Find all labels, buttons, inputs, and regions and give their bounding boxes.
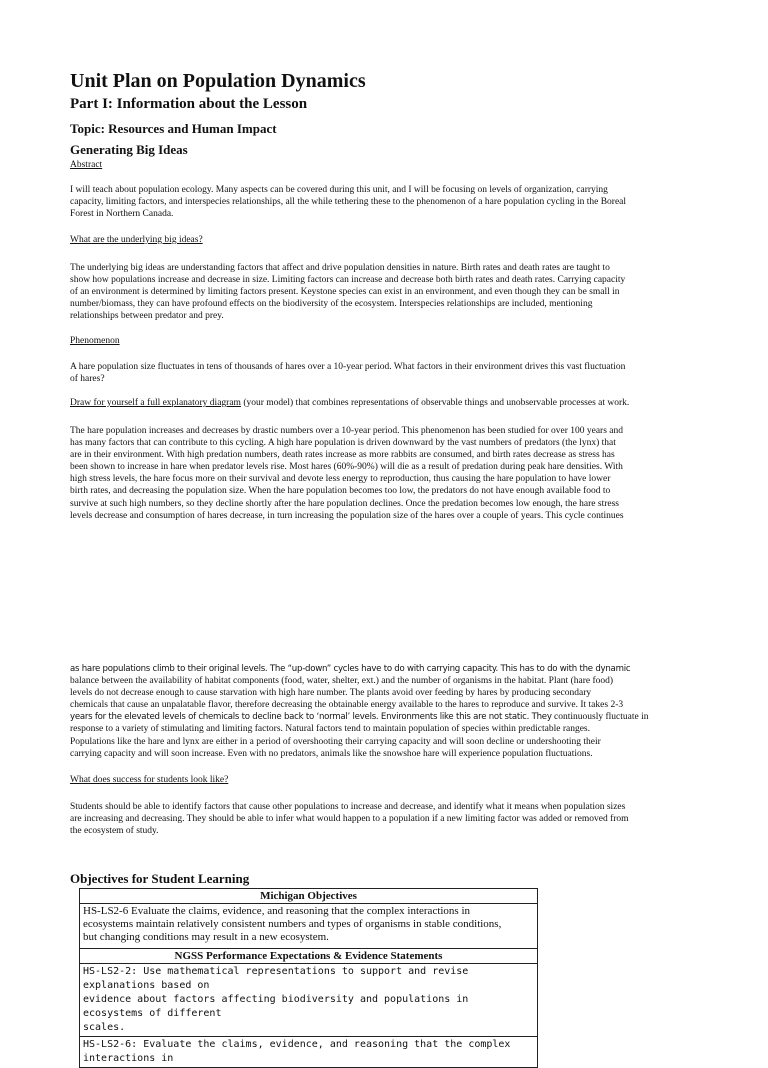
phenomenon-line: A hare population size fluctuates in tens of thousands of hares over a 10-year period. What factors in their environment drives this vast fluctuation — [70, 362, 626, 372]
part-heading: Part I: Information about the Lesson — [70, 96, 308, 112]
phenomenon-line: of hares? — [70, 374, 105, 385]
abstract-line: I will teach about population ecology. Many aspects can be covered during this unit, and I will be focusing on levels of organization, carrying — [70, 185, 608, 195]
table-row — [80, 889, 538, 904]
explanation-line: high stress levels, the hare focus more on their survival and devote less energy to reproduction, thus causing the hare population to have lower — [70, 474, 611, 485]
table-row — [80, 1037, 538, 1068]
diagram-instruction — [70, 398, 629, 408]
diagram-instruction-link: Draw for yourself a full explanatory diagram — [70, 398, 241, 408]
big-ideas-line: The underlying big ideas are understanding factors that affect and drive population densities in nature. Birth rates and death rates are taught to — [70, 263, 610, 273]
continuation-line: Populations like the hare and lynx are either in a period of overshooting their carrying capacity and will soon decline or undershooting their — [70, 736, 601, 747]
objectives-heading: Objectives for Student Learning — [70, 871, 250, 886]
ngss-cell — [80, 1037, 538, 1068]
explanation-line: birth rates, and decreasing the population size. When the hare population becomes too low, the predators do not have enough available food to — [70, 486, 611, 497]
abstract-heading: Abstract — [70, 160, 103, 170]
big-ideas-line: number/biomass, they can have profound effects on the biodiversity of the ecosystem. Interspecies relationships are included, mentioning — [70, 299, 593, 310]
objectives-table — [79, 888, 538, 1068]
document-title: Unit Plan on Population Dynamics — [70, 70, 366, 92]
continuation-line: response to a variety of stimulating and limiting factors. Natural factors tend to maintain population of species within predictable ranges. — [70, 724, 590, 735]
explanation-line: levels decrease and consumption of hares decrease, in turn increasing the population size of the hares over a couple of years. This cycle continues — [70, 510, 624, 521]
phenomenon-paragraph — [70, 361, 698, 385]
ngss-cell — [80, 964, 538, 1037]
table-row — [80, 949, 538, 964]
continuation-line: as hare populations climb to their original levels. The “up-down” cycles have to do with carrying capacity. This has to do with the dynamic — [70, 664, 631, 674]
explanation-paragraph — [70, 425, 698, 522]
explanation-line: are in their environment. With high predation numbers, death rates increase as more rabbits are consumed, and birth rates decrease as stress has — [70, 450, 615, 461]
michigan-objective-line: ecosystems maintain relatively consistent numbers and types of organisms in stable conditions, — [83, 918, 502, 930]
table-row — [80, 964, 538, 1037]
continuation-line: carrying capacity and will soon increase. Even with no predators, animals like the snowshoe hare will experience population fluctuations. — [70, 748, 593, 759]
table-row — [80, 904, 538, 949]
continuation-line: chemicals that cause an unpalatable flavor, therefore decreasing the obtainable energy available to the hares to reproduce and survive. It takes 2-3 — [70, 700, 624, 711]
abstract-line: Forest in Northern Canada. — [70, 209, 174, 220]
phenomenon-heading: Phenomenon — [70, 336, 120, 346]
success-line: Students should be able to identify factors that cause other populations to increase and decrease, and identify what it means when population sizes — [70, 802, 626, 812]
continuation-paragraph — [70, 663, 698, 760]
continuation-mixed-sans: years for the elevated levels of chemicals to decline back to ‘normal’ levels. Environments like this are not static. They — [70, 712, 552, 723]
big-ideas-paragraph — [70, 262, 698, 322]
topic-heading: Topic: Resources and Human Impact — [70, 121, 277, 136]
explanation-line: has many factors that can contribute to this cycling. A high hare population is driven downward by the vast numbers of predators (the lynx) that — [70, 438, 616, 449]
explanation-line: The hare population increases and decreases by drastic numbers over a 10-year period. This phenomenon has been studied for over 100 years and — [70, 426, 624, 436]
success-line: are increasing and decreasing. They should be able to infer what would happen to a population if a new limiting factor was added or removed from — [70, 814, 629, 825]
michigan-objectives-cell — [80, 904, 538, 949]
continuation-line — [70, 711, 698, 723]
big-ideas-line: show how populations increase and decrease in size. Limiting factors can increase and decrease both birth rates and death rates. Carrying capacity — [70, 275, 626, 286]
big-ideas-line: relationships between predator and prey. — [70, 311, 224, 322]
ngss-line: evidence about factors affecting biodiversity and populations in ecosystems of different — [83, 994, 469, 1019]
ngss-header: NGSS Performance Expectations & Evidence Statements — [80, 949, 538, 964]
section-heading: Generating Big Ideas — [70, 142, 188, 157]
big-ideas-heading: What are the underlying big ideas? — [70, 235, 203, 245]
explanation-line: survive at such high numbers, so they decline shortly after the hare population declines. Once the predation becomes low enough, the hare stress — [70, 498, 619, 509]
abstract-paragraph — [70, 184, 698, 220]
michigan-objective-line: but changing conditions may result in a new ecosystem. — [83, 931, 329, 943]
michigan-objective-line: HS-LS2-6 Evaluate the claims, evidence, and reasoning that the complex interactions in — [83, 905, 471, 917]
continuation-mixed-serif: continuously fluctuate in — [551, 712, 649, 723]
continuation-line: balance between the availability of habitat components (food, water, shelter, ext.) and the number of organisms in the habitat. Plant (hare food) — [70, 676, 614, 687]
ngss-line: HS-LS2-6: Evaluate the claims, evidence, and reasoning that the complex interactions in — [83, 1039, 511, 1064]
explanation-line: been shown to increase in hare when predator levels rise. Most hares (60%-90%) will die as a result of predation during peak hare densities. With — [70, 462, 623, 473]
abstract-line: capacity, limiting factors, and interspecies relationships, all the while tethering these to the phenomenon of a hare population cycling in the Boreal — [70, 197, 627, 208]
michigan-objectives-header: Michigan Objectives — [80, 889, 538, 904]
ngss-line: HS-LS2-2: Use mathematical representations to support and revise explanations based on — [83, 966, 469, 991]
success-paragraph — [70, 801, 698, 837]
diagram-instruction-rest: (your model) that combines representations of observable things and unobservable processes at work. — [240, 398, 630, 408]
ngss-line: scales. — [83, 1022, 126, 1033]
big-ideas-line: of an environment is determined by limiting factors present. Keystone species can exist in an environment, and even though they can be small in — [70, 287, 620, 298]
continuation-line: levels do not decrease enough to cause starvation with high hare number. The plants avoid over feeding by hares by producing secondary — [70, 688, 592, 699]
success-line: the ecosystem of study. — [70, 826, 159, 837]
success-heading: What does success for students look like? — [70, 775, 229, 785]
